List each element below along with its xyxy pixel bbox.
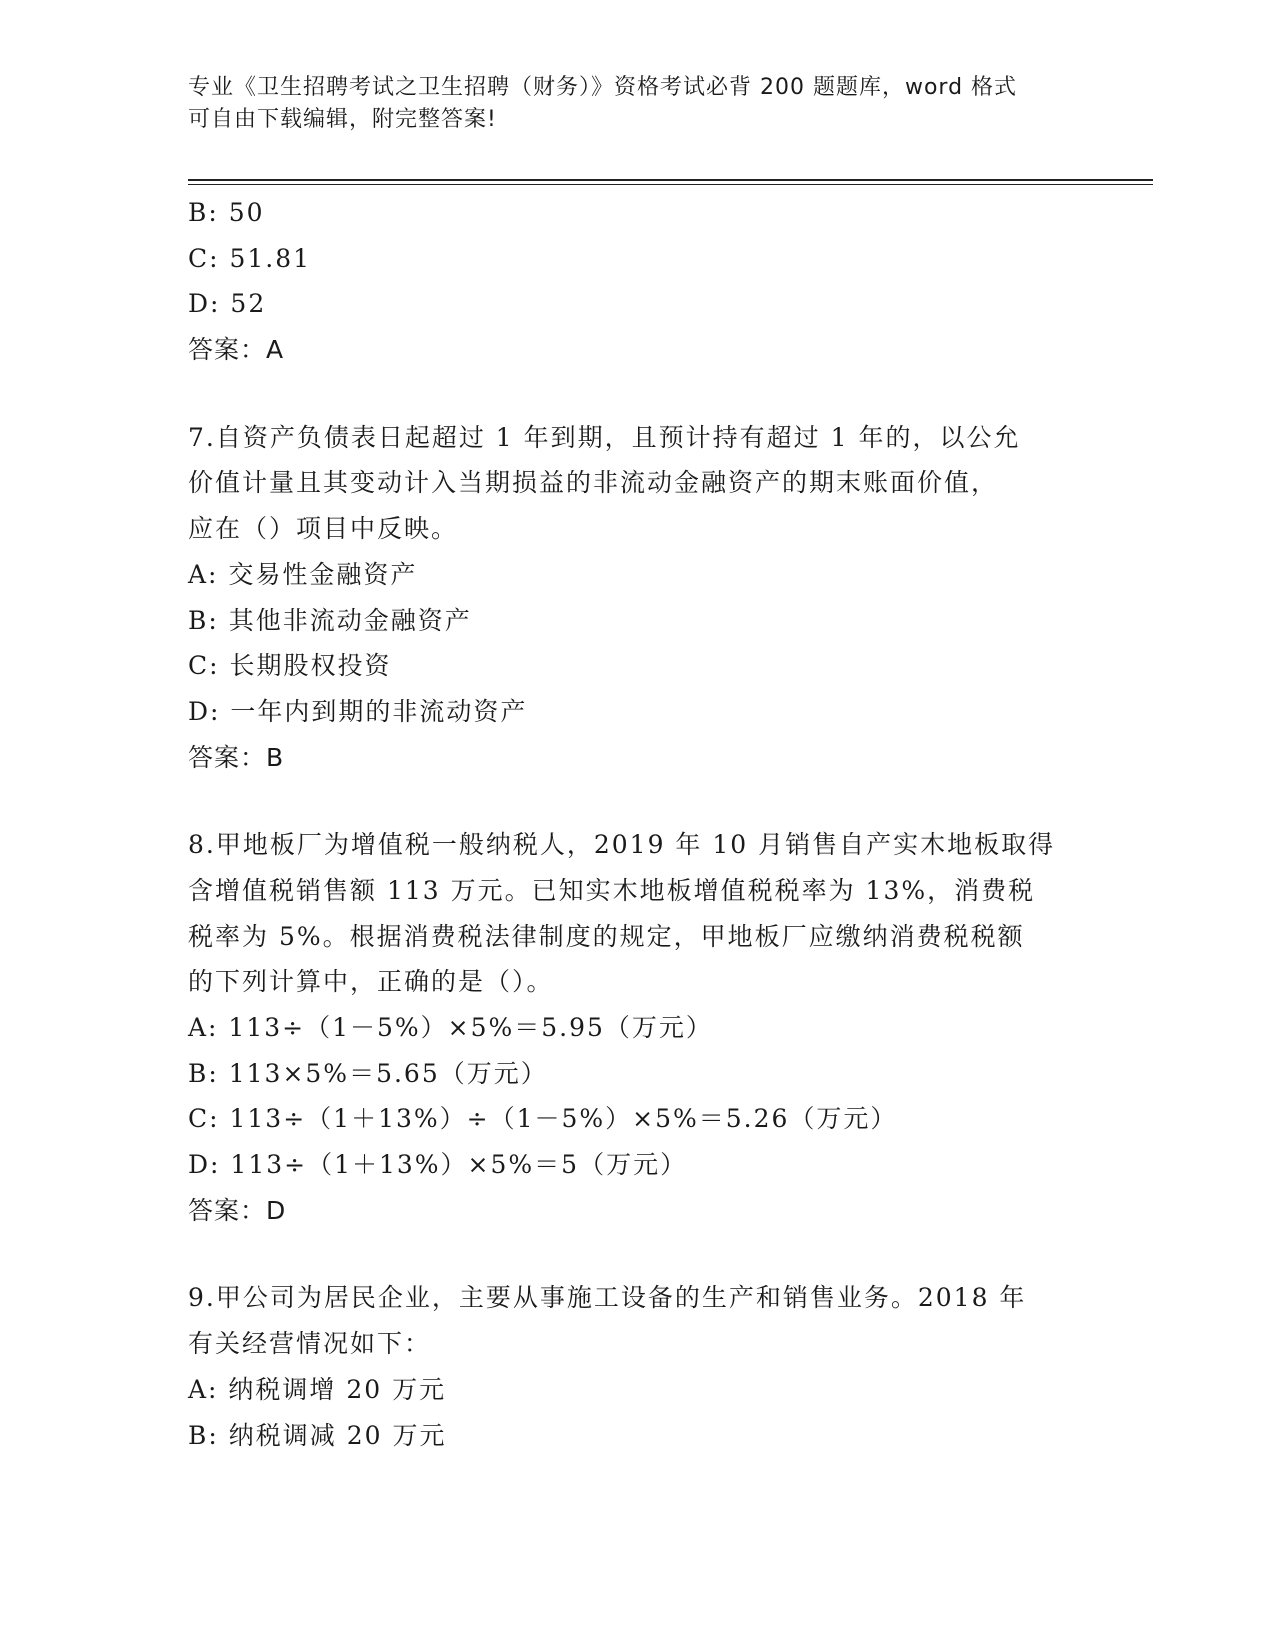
question-stem-line: 税率为 5%。根据消费税法律制度的规定，甲地板厂应缴纳消费税税额 <box>188 921 1025 951</box>
option-b: B: 50 <box>188 198 265 227</box>
question-gap <box>188 1233 1088 1275</box>
option-b: B: 其他非流动金融资产 <box>188 605 472 635</box>
option-b: B: 纳税调减 20 万元 <box>188 1420 447 1450</box>
question-gap <box>188 373 1088 415</box>
option-d: D: 一年内到期的非流动资产 <box>188 696 528 726</box>
question-8-block <box>188 822 1088 1233</box>
header-title-line-1: 专业《卫生招聘考试之卫生招聘（财务）》资格考试必背 200 题题库，word 格式 <box>188 75 1018 100</box>
answer-line: 答案：D <box>188 1195 287 1225</box>
option-c: C: 51.81 <box>188 243 312 273</box>
question-stem-line: 有关经营情况如下： <box>188 1329 432 1359</box>
option-d: D: 113÷（1＋13%）×5%＝5（万元） <box>188 1150 688 1180</box>
previous-question-block <box>188 190 1088 373</box>
option-c: C: 113÷（1＋13%）÷（1－5%）×5%＝5.26（万元） <box>188 1104 898 1134</box>
question-9-block <box>188 1275 1088 1458</box>
question-stem-line: 9.甲公司为居民企业，主要从事施工设备的生产和销售业务。2018 年 <box>188 1283 1027 1313</box>
option-b: B: 113×5%＝5.65（万元） <box>188 1058 548 1088</box>
header-title-line-2: 可自由下载编辑，附完整答案! <box>188 107 497 132</box>
option-a: A: 纳税调增 20 万元 <box>188 1374 447 1404</box>
header-divider-thin <box>188 184 1153 185</box>
option-c: C: 长期股权投资 <box>188 651 392 681</box>
question-gap <box>188 780 1088 822</box>
document-header <box>188 72 1088 136</box>
question-content <box>188 190 1088 1458</box>
question-stem-line: 价值计量且其变动计入当期损益的非流动金融资产的期末账面价值， <box>188 468 999 498</box>
question-stem-line: 的下列计算中，正确的是（）。 <box>188 967 554 997</box>
answer-line: 答案：B <box>188 742 285 772</box>
header-divider-thick <box>188 179 1153 181</box>
question-stem-line: 8.甲地板厂为增值税一般纳税人，2019 年 10 月销售自产实木地板取得 <box>188 830 1056 860</box>
question-7-block <box>188 415 1088 781</box>
option-d: D: 52 <box>188 289 267 319</box>
question-stem-line: 含增值税销售额 113 万元。已知实木地板增值税税率为 13%，消费税 <box>188 875 1036 905</box>
option-a: A: 交易性金融资产 <box>188 559 418 589</box>
answer-line: 答案：A <box>188 335 285 365</box>
question-stem-line: 7.自资产负债表日起超过 1 年到期，且预计持有超过 1 年的，以公允 <box>188 422 1021 452</box>
option-a: A: 113÷（1－5%）×5%＝5.95（万元） <box>188 1013 713 1042</box>
question-stem-line: 应在（）项目中反映。 <box>188 514 459 544</box>
